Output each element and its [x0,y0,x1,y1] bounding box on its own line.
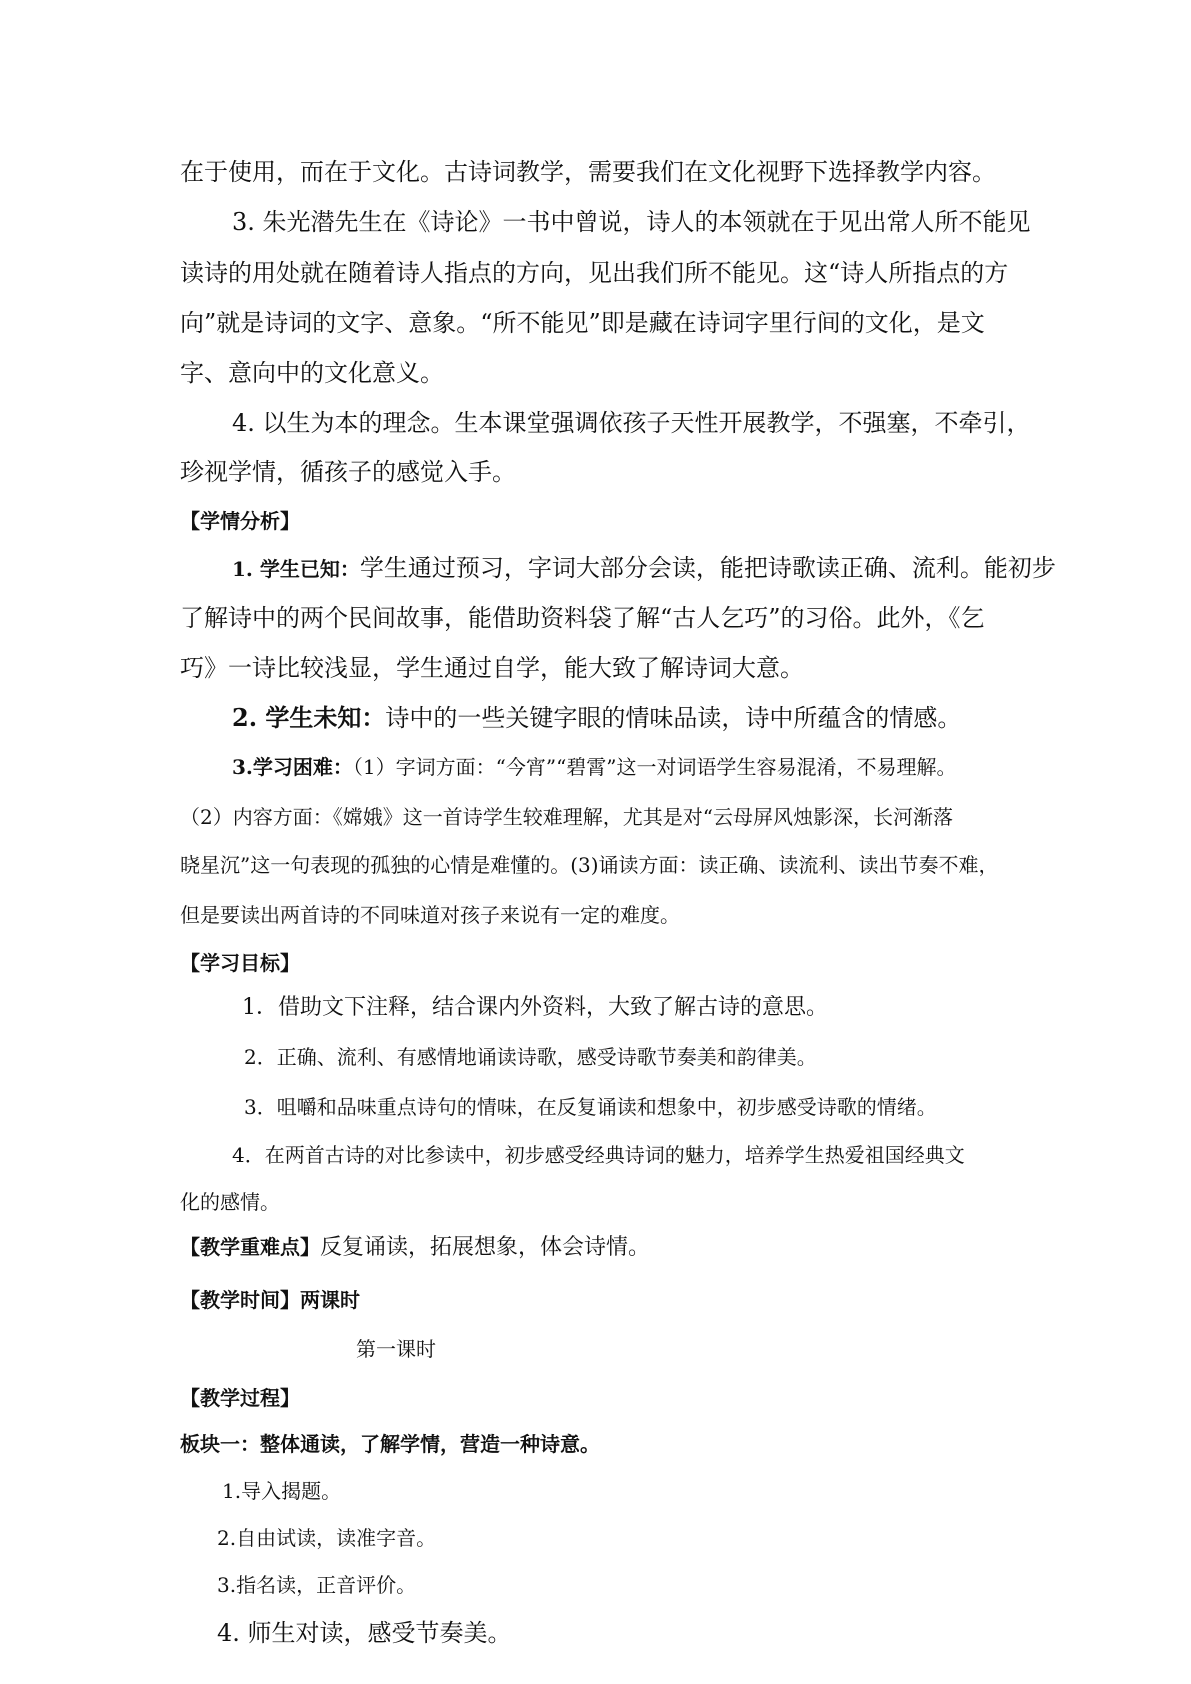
paragraph-line: （2）内容方面：《嫦娥》这一首诗学生较难理解，尤其是对“云母屏风烛影深，长河渐落 [180,805,953,829]
inline-text: 反复诵读，拓展想象，体会诗情。 [320,1235,651,1260]
paragraph-line: 读诗的用处就在随着诗人指点的方向，见出我们所不能见。这“诗人所指点的方 [180,259,1009,287]
paragraph-line [180,1237,650,1259]
inline-label: 3.学习困难： [232,755,353,779]
goal-item: 1．借助文下注释，结合课内外资料，大致了解古诗的意思。 [242,995,828,1020]
section-heading-learning-analysis: 【学情分析】 [180,509,300,533]
inline-label: 2. 学生未知： [232,703,386,732]
section-heading-teaching-time: 【教学时间】两课时 [180,1288,360,1312]
process-step: 3.指名读，正音评价。 [217,1573,417,1597]
inline-text: （1）字词方面：“今宵”“碧霄”这一对词语学生容易混淆，不易理解。 [352,755,957,779]
process-step: 4. 师生对读，感受节奏美。 [217,1619,512,1647]
inline-text: 学生通过预习，字词大部分会读，能把诗歌读正确、流利。能初步 [359,554,1056,582]
paragraph-line: 4. 以生为本的理念。生本课堂强调依孩子天性开展教学，不强塞，不牵引， [232,409,1031,437]
paragraph-line: 但是要读出两首诗的不同味道对孩子来说有一定的难度。 [180,903,680,927]
block-heading: 板块一：整体通读，了解学情，营造一种诗意。 [180,1432,600,1456]
paragraph-line: 珍视学情，循孩子的感觉入手。 [180,458,516,486]
paragraph-line: 向”就是诗词的文字、意象。“所不能见”即是藏在诗词字里行间的文化，是文 [180,309,985,337]
paragraph-line: 3. 朱光潜先生在《诗论》一书中曾说，诗人的本领就在于见出常人所不能见 [232,208,1031,236]
paragraph-line [232,757,957,777]
paragraph-line [232,556,1056,580]
goal-item: 3．咀嚼和品味重点诗句的情味，在反复诵读和想象中，初步感受诗歌的情绪。 [244,1095,937,1119]
paragraph-line: 字、意向中的文化意义。 [180,359,444,387]
goal-item-continuation: 化的感情。 [180,1190,280,1214]
inline-text: 诗中的一些关键字眼的情味品读，诗中所蕴含的情感。 [385,704,962,732]
process-step: 1.导入揭题。 [222,1479,342,1503]
paragraph-line: 在于使用，而在于文化。古诗词教学，需要我们在文化视野下选择教学内容。 [180,158,996,186]
lesson-title: 第一课时 [356,1337,436,1361]
goal-item: 2．正确、流利、有感情地诵读诗歌，感受诗歌节奏美和韵律美。 [244,1045,817,1069]
paragraph-line: 了解诗中的两个民间故事，能借助资料袋了解“古人乞巧”的习俗。此外，《乞 [180,604,985,632]
paragraph-line [232,703,962,732]
paragraph-line: 巧》一诗比较浅显，学生通过自学，能大致了解诗词大意。 [180,654,804,682]
paragraph-line: 晓星沉”这一句表现的孤独的心情是难懂的。(3)诵读方面：读正确、读流利、读出节奏不难， [180,853,999,877]
section-heading-key-points: 【教学重难点】 [180,1235,320,1259]
section-heading-learning-goals: 【学习目标】 [180,951,300,975]
goal-item: 4．在两首古诗的对比参读中，初步感受经典诗词的魅力，培养学生热爱祖国经典文 [232,1143,965,1167]
section-heading-teaching-process: 【教学过程】 [180,1386,300,1410]
inline-label: 1. 学生已知： [232,557,360,581]
process-step: 2.自由试读，读准字音。 [217,1526,437,1550]
